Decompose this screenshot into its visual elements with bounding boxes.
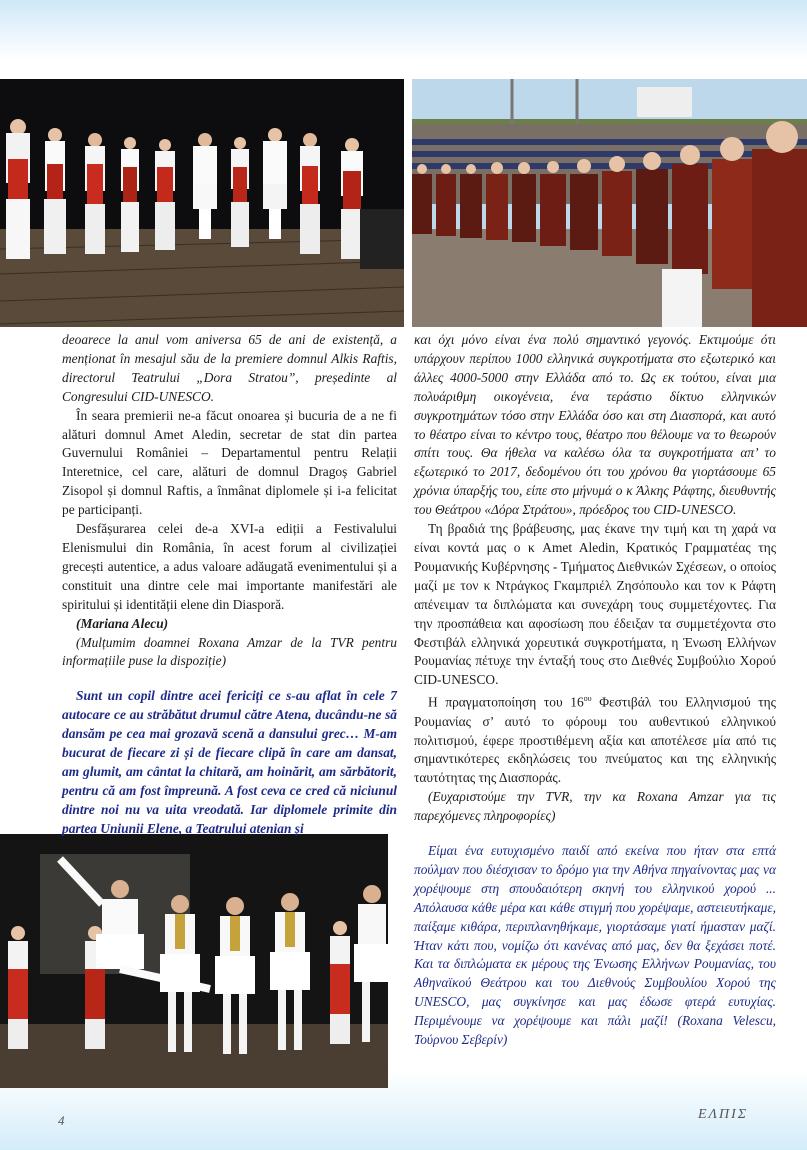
- quote-greek: Είμαι ένα ευτυχισμένο παιδί από εκείνα που ήταν στα επτά πούλμαν που διέσχισαν το δρόμο για την Αθήνα πηγαίνοντας μας να χορέψουμε στη σπουδαιότερη σκηνή του ελληνικού χορού ... Απόλαυσα κάθε μέρα και κάθε στιγμή που χορέψαμε, αστειευτήκαμε, παίξαμε κιθάρα, περιπλανηθήκαμε, γιορτάσαμε γιατί ήμασταν μαζί. Ήταν κάτι που, νομίζω ότι κανένας από μας, δεν θα ξεχάσει ποτέ. Και τα διπλώματα εκ μέρους της Ένωσης Ελλήνων Ρουμανίας, του Αθηναϊκού Θεάτρου και του Διεθνούς Συμβουλίου Χορού της UNESCO, μας συγκίνησε και μας έδωσε φτερά ευτυχίας. Περιμένουμε να χορέψουμε και πάλι μαζί! (Roxana Velescu, Τούρνου Σεβερίν): [414, 843, 776, 1048]
- magazine-title: ΕΛΠΙΣ: [698, 1107, 749, 1122]
- photo-outdoor-theatre-dancers: [412, 79, 807, 327]
- paragraph-festival-greek: Η πραγματοποίηση του $16^{o\upsilon}$ Φεστιβάλ του Ελληνισμού της Ρουμανίας σ’ αυτό το φόρουμ του αυθεντικού ελληνικού πολιτισμού, έφερε προστιθέμενη αξία και αποτέλεσε μία από τις σημαντικότερες εκδηλώσεις του πνεύματος και της ελληνικής ταυτότητας της Διασποράς.: [414, 694, 776, 786]
- paragraph-award-greek: Τη βραδιά της βράβευσης, μας έκανε την τιμή και τη χαρά να είναι κοντά μας ο κ Amet Aledin, Κρατικός Γραμματέας της Ρουμανικής Κυβέρνησης - Τμήματος Διεθνικών Σχέσεων, ο οποίος μαζί με τον κ Ντράγκος Γκαμπριέλ Ζησόπουλο και τον κ Ράφτη απένειμαν τα διπλώματα και συνεχάρη τους συμμετέχοντες. Για την προσπάθεια και αφοσίωση που έδειξαν τα συμμετέχοντα στο Φεστιβάλ ελληνικά χορευτικά συγκροτήματα, η Ένωση Ελλήνων Ρουμανίας πέτυχε την ένταξή τους στο Διεθνές Συμβούλιο Χορού CID-UNESCO.: [414, 521, 776, 688]
- right-text-column: [414, 331, 776, 1050]
- paragraph-premiere: În seara premierii ne-a făcut onoarea și bucuria de a ne fi alături domnul Amet Aledin, secretar de stat din partea Guvernului României – Departamentul pentru Relații Interetnice, cel care, alături de domnul Dragoș Gabriel Zisopol și domnul Raftis, a înmânat diplomele și i-a felicitat pe participanți.: [62, 407, 397, 518]
- author-credit: (Mariana Alecu): [76, 615, 169, 631]
- left-text-column: [62, 331, 397, 839]
- page-number: 4: [58, 1113, 65, 1128]
- paragraph-intro-greek: και όχι μόνο είναι ένα πολύ σημαντικό γεγονός. Εκτιμούμε ότι υπάρχουν περίπου 1000 ελληνικά συγκροτήματα στο εξωτερικό και άλλες 4000-5000 στην Ελλάδα από το. Ως εκ τούτου, είναι μια πολυάριθμη οικογένεια, ένα τεράστιο δίκτυο ελληνικών συγκροτημάτων τόσο στην Ελλάδα όσο και στη Διασπορά, και αυτό το θέατρο είναι το κέντρο τους, θέατρο που θέλουμε να το θεωρούν σπίτι τους. Θα ήθελα να καλέσω όλα τα συγκροτήματα απ’ το εξωτερικό το 2017, δεδομένου ότι του χρόνου θα γιορτάσουμε 65 χρόνια ύπαρξής του, είπε στο μήνυμά ο κ Άλκης Ράφτης, διευθυντής του Θεάτρου «Δόρα Στράτου», πρόεδρος του CID-UNESCO.: [414, 332, 776, 518]
- photo-male-dancers-jump: [0, 834, 388, 1088]
- quote-romanian: Sunt un copil dintre acei fericiți ce s-au aflat în cele 7 autocare ce au străbătut drumul către Atena, ducându-ne să dansăm pe cea mai grozavă scenă a dansului grec… M-am bucurat de fiecare zi și de fiecare clipă în care am dansat, am glumit, am cântat la chitară, am hoinărit, am sărbătorit, pentru că am fost împreună. A fost ceva ce cred că niciunul dintre noi nu va uita vreodată. Iar diplomele primite din partea Uniunii Elene, a Teatrului atenian și: [62, 688, 397, 836]
- photo-stage-dancers-line: [0, 79, 404, 327]
- paragraph-festival: Desfășurarea celei de-a XVI-a ediții a Festivalului Elenismului din România, în acest forum al civilizației grecești autentice, a adus valoare adăugată evenimentului și a constituit una dintre cele mai importante manifestări ale spiritului și identității elene din Diasporă.: [62, 521, 397, 612]
- paragraph-intro: deoarece la anul vom aniversa 65 de ani de existență, a menționat în mesajul său de la premiere domnul Alkis Raftis, directorul Teatrului „Dora Stratou”, președinte al Congresului CID-UNESCO.: [62, 332, 397, 404]
- thanks-note: (Mulțumim doamnei Roxana Amzar de la TVR pentru informațiile puse la dispoziție): [62, 634, 397, 669]
- thanks-note-greek: (Ευχαριστούμε την TVR, την κα Roxana Amzar για τις παρεχόμενες πληροφορίες): [414, 789, 776, 824]
